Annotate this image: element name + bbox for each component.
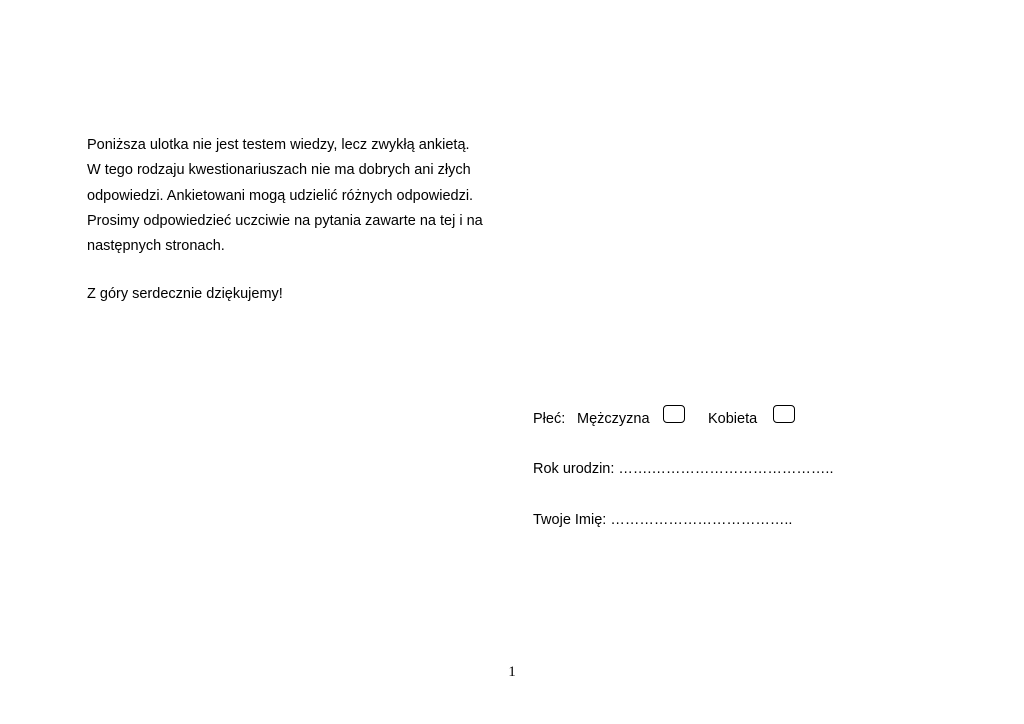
birth-year-label: Rok urodzin: (533, 461, 615, 477)
intro-line: odpowiedzi. Ankietowani mogą udzielić różnych odpowiedzi. (87, 187, 474, 204)
page-number: 1 (508, 664, 516, 680)
name-label: Twoje Imię: (533, 512, 607, 528)
gender-label: Płeć: (533, 411, 566, 427)
male-checkbox[interactable] (663, 405, 685, 423)
intro-paragraph (87, 133, 517, 259)
female-option-label: Kobieta (708, 411, 758, 427)
intro-line: Poniższa ulotka nie jest testem wiedzy, lecz zwykłą ankietą. (87, 137, 470, 153)
male-option-label: Mężczyzna (577, 411, 650, 427)
female-checkbox[interactable] (773, 405, 795, 423)
name-row (533, 507, 792, 533)
thanks-text: Z góry serdecznie dziękujemy! (87, 286, 283, 302)
birth-year-row (533, 456, 834, 482)
intro-line: Prosimy odpowiedzieć uczciwie na pytania zawarte na tej i na (87, 212, 483, 229)
name-field[interactable]: ……………………………….. (610, 512, 793, 528)
intro-line: W tego rodzaju kwestionariuszach nie ma dobrych ani złych (87, 162, 471, 179)
intro-line: następnych stronach. (87, 238, 225, 255)
birth-year-field[interactable]: …….……………………………….. (618, 461, 834, 477)
